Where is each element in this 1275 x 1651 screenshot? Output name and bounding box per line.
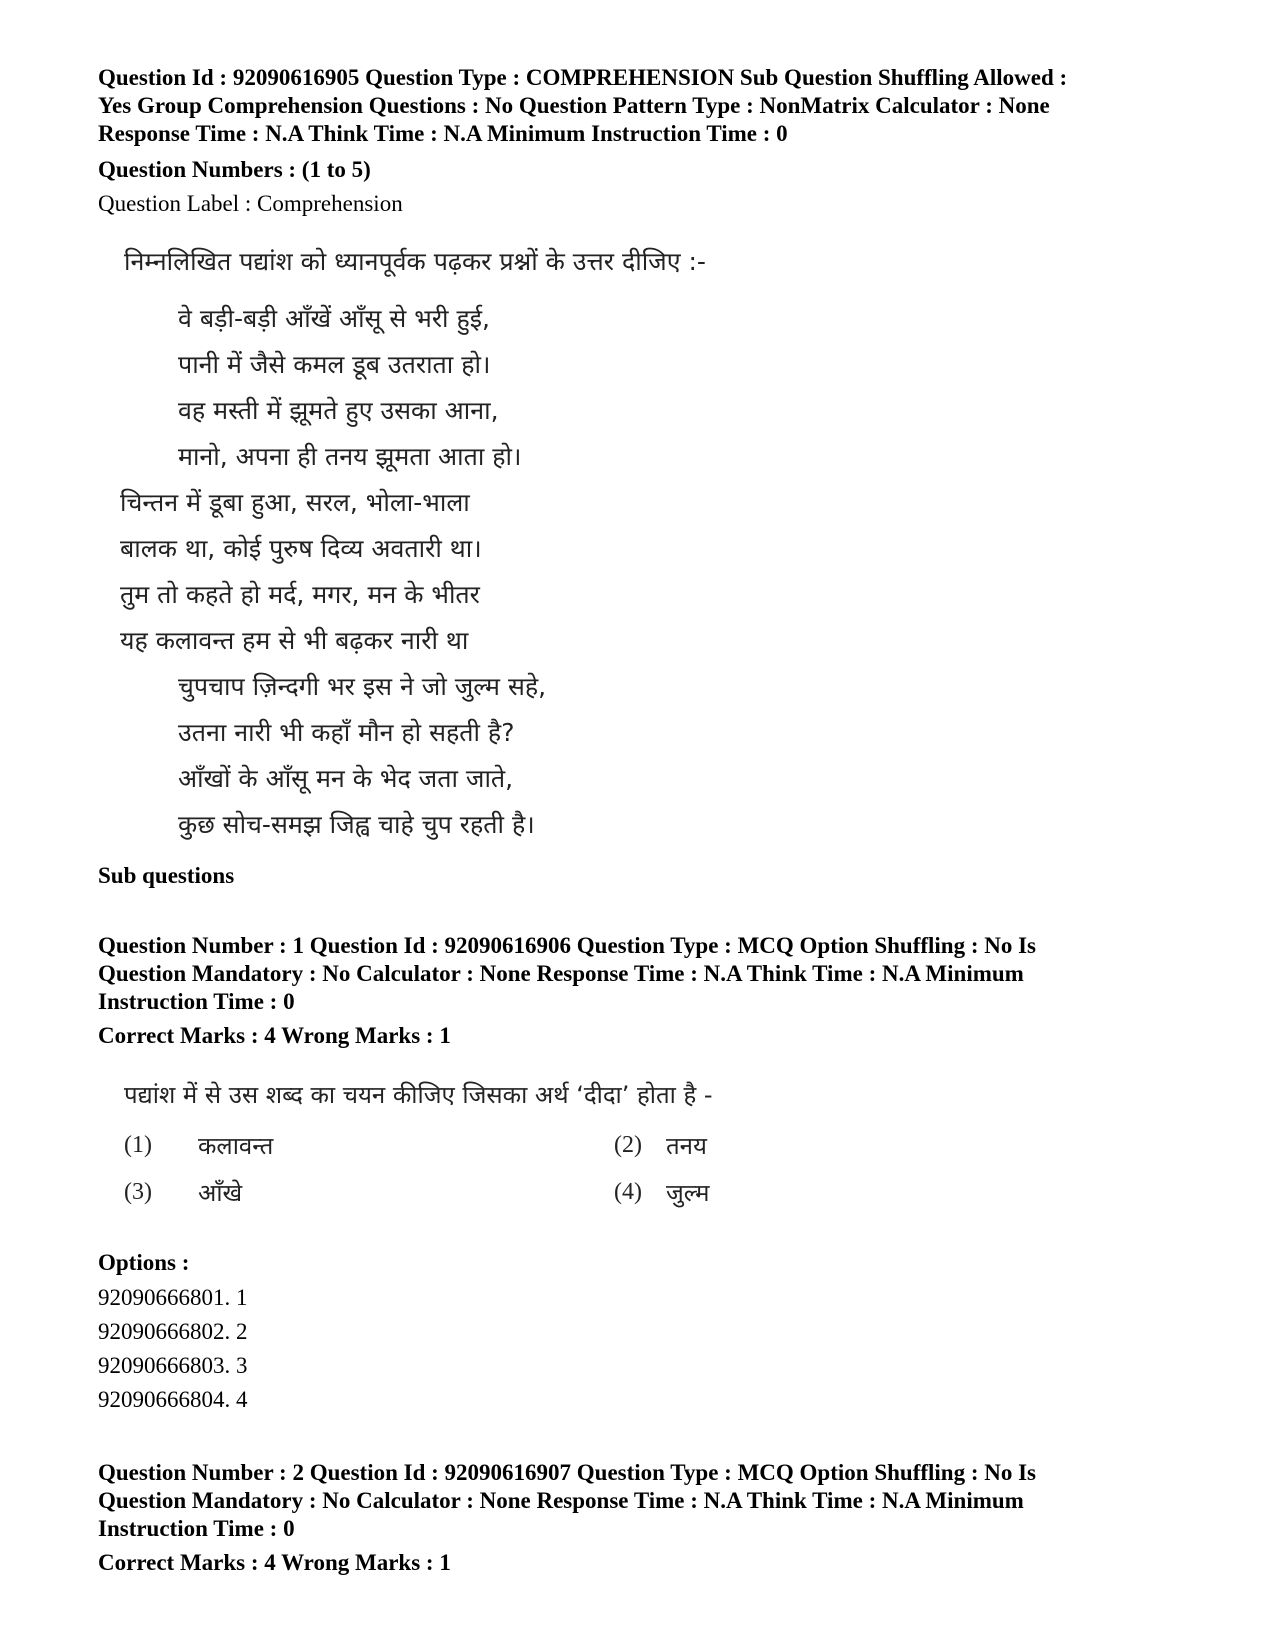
poem-line: बालक था, कोई पुरुष दिव्य अवतारी था। [120, 534, 482, 563]
choice-4 [614, 1176, 914, 1209]
question-numbers: Question Numbers : (1 to 5) [98, 157, 371, 182]
choice-number: (1) [124, 1132, 152, 1158]
header-line-1: Question Id : 92090616905 Question Type : COMPREHENSION Sub Question Shuffling Allowed : [98, 65, 1068, 90]
choice-1 [124, 1129, 614, 1162]
poem-line: कुछ सोच-समझ जिह्व चाहे चुप रहती है। [178, 810, 535, 839]
poem-line: वे बड़ी-बड़ी आँखें आँसू से भरी हुई, [178, 304, 490, 333]
choice-number: (3) [124, 1179, 152, 1205]
question-label: Question Label : Comprehension [98, 191, 403, 216]
choice-text: कलावन्त [198, 1132, 274, 1160]
header-line-3: Response Time : N.A Think Time : N.A Minimum Instruction Time : 0 [98, 121, 788, 146]
option-item: 92090666803. 3 [98, 1353, 248, 1378]
comprehension-header [98, 64, 1188, 148]
choice-number: (2) [614, 1132, 642, 1158]
q1-line-3: Instruction Time : 0 [98, 989, 295, 1014]
choice-number: (4) [614, 1179, 642, 1205]
poem-line: आँखों के आँसू मन के भेद जता जाते, [178, 764, 514, 793]
choice-text: तनय [666, 1132, 707, 1160]
q2-line-3: Instruction Time : 0 [98, 1516, 295, 1541]
header-line-2: Yes Group Comprehension Questions : No Question Pattern Type : NonMatrix Calculator : None [98, 93, 1050, 118]
poem-line: पानी में जैसे कमल डूब उतराता हो। [178, 350, 491, 379]
choice-3 [124, 1176, 614, 1209]
q2-marks: Correct Marks : 4 Wrong Marks : 1 [98, 1550, 451, 1575]
option-item: 92090666804. 4 [98, 1387, 248, 1412]
poem-line: चुपचाप ज़िन्दगी भर इस ने जो जुल्म सहे, [178, 672, 547, 701]
poem-line: वह मस्ती में झूमते हुए उसका आना, [178, 396, 499, 425]
q1-marks: Correct Marks : 4 Wrong Marks : 1 [98, 1023, 451, 1048]
document-page [98, 64, 1188, 1577]
poem-line: उतना नारी भी कहाँ मौन हो सहती है? [178, 718, 515, 747]
option-item: 92090666802. 2 [98, 1319, 248, 1344]
sub-questions-title: Sub questions [98, 863, 235, 888]
question-2-header [98, 1459, 1188, 1577]
q1-line-2: Question Mandatory : No Calculator : None Response Time : N.A Think Time : N.A Minimum [98, 961, 1024, 986]
q1-stem: पद्यांश में से उस शब्द का चयन कीजिए जिसका अर्थ ‘दीदा’ होता है - [124, 1081, 713, 1109]
q1-options [98, 1281, 1188, 1417]
q2-line-1: Question Number : 2 Question Id : 92090616907 Question Type : MCQ Option Shuffling : No Is [98, 1460, 1037, 1485]
q1-choices [124, 1129, 1188, 1209]
choice-text: जुल्म [666, 1179, 710, 1207]
poem-line: मानो, अपना ही तनय झूमता आता हो। [178, 442, 522, 471]
choice-2 [614, 1129, 914, 1162]
q2-line-2: Question Mandatory : No Calculator : None Response Time : N.A Think Time : N.A Minimum [98, 1488, 1024, 1513]
option-item: 92090666801. 1 [98, 1285, 248, 1310]
q1-options-title: Options : [98, 1250, 190, 1275]
passage-instruction: निम्नलिखित पद्यांश को ध्यानपूर्वक पढ़कर प्रश्नों के उत्तर दीजिए :- [124, 247, 706, 276]
poem-line: तुम तो कहते हो मर्द, मगर, मन के भीतर [120, 580, 480, 609]
q1-line-1: Question Number : 1 Question Id : 92090616906 Question Type : MCQ Option Shuffling : No Is [98, 933, 1037, 958]
poem-line: यह कलावन्त हम से भी बढ़कर नारी था [120, 626, 469, 655]
poem-line: चिन्तन में डूबा हुआ, सरल, भोला-भाला [120, 488, 470, 517]
poem-passage [120, 296, 1188, 848]
choice-text: आँखे [198, 1179, 243, 1207]
question-1-header [98, 932, 1188, 1050]
